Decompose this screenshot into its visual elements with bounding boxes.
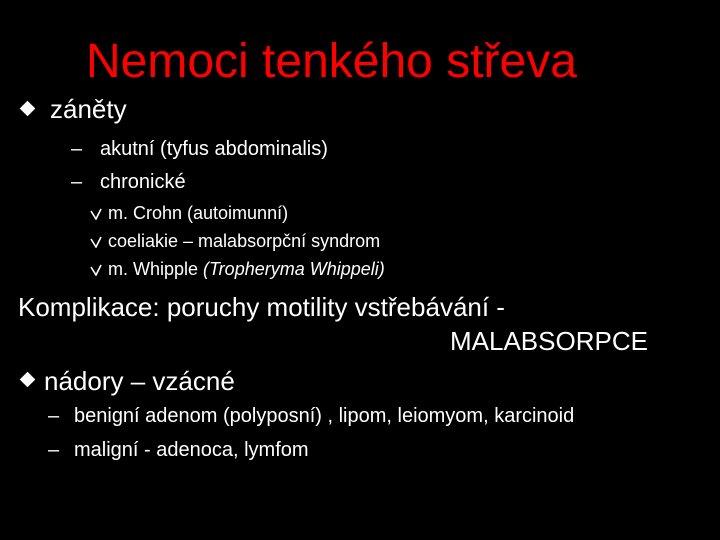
checkmark-bullet-icon	[90, 236, 102, 248]
complications-line: Komplikace: poruchy motility vstřebávání -	[18, 292, 505, 322]
bullet-inflammations: záněty	[50, 94, 127, 124]
malabsorption-label: MALABSORPCE	[450, 326, 648, 356]
subitem-malignant: maligní - adenoca, lymfom	[74, 439, 309, 461]
dash-icon: –	[71, 171, 83, 193]
subitem-chronic: chronické	[100, 171, 186, 193]
slide-title: Nemoci tenkého střeva	[86, 35, 577, 88]
subsubitem-coeliac: coeliakie – malabsorpční syndrom	[108, 231, 381, 251]
dash-icon: –	[48, 439, 60, 461]
subitem-benign: benigní adenom (polyposní) , lipom, leiomyom, karcinoid	[74, 405, 575, 427]
whipple-label: m. Whipple	[108, 259, 204, 279]
subitem-acute: akutní (tyfus abdominalis)	[100, 138, 328, 160]
dash-icon: –	[71, 138, 83, 160]
checkmark-bullet-icon	[90, 208, 102, 220]
subsubitem-crohn: m. Crohn (autoimunní)	[108, 203, 289, 223]
diamond-bullet-icon	[20, 101, 36, 117]
whipple-species: (Tropheryma Whippeli)	[203, 259, 385, 279]
diamond-bullet-icon	[20, 372, 36, 388]
dash-icon: –	[48, 405, 60, 427]
checkmark-bullet-icon	[90, 264, 102, 276]
bullet-tumors: nádory – vzácné	[44, 366, 235, 396]
subsubitem-whipple	[108, 260, 385, 278]
